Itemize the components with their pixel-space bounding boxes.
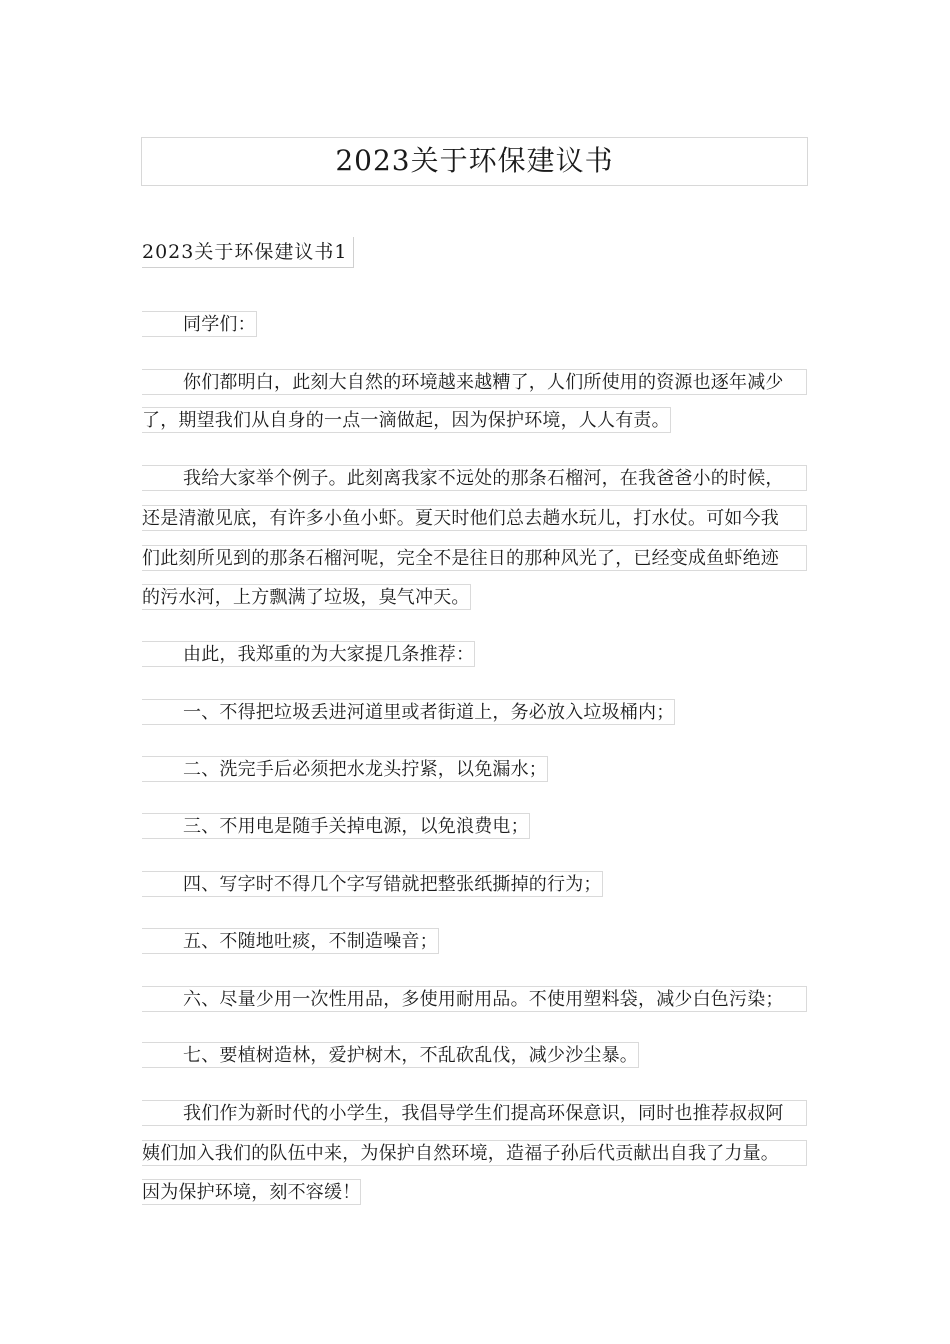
recommendation-item-2: 二、洗完手后必须把水龙头拧紧，以免漏水； (142, 756, 548, 782)
paragraph-2-line-4: 的污水河，上方飘满了垃圾，臭气冲天。 (142, 584, 471, 610)
paragraph-1-line-1: 你们都明白，此刻大自然的环境越来越糟了，人们所使用的资源也逐年减少 (142, 369, 807, 395)
paragraph-1-line-2: 了，期望我们从自身的一点一滴做起，因为保护环境，人人有责。 (142, 407, 671, 433)
section-heading: 2023关于环保建议书1 (142, 237, 354, 268)
closing-line-3: 因为保护环境，刻不容缓！ (142, 1179, 361, 1205)
salutation: 同学们： (142, 311, 257, 337)
recommendation-item-3: 三、不用电是随手关掉电源，以免浪费电； (142, 813, 530, 839)
paragraph-2-line-1: 我给大家举个例子。此刻离我家不远处的那条石榴河，在我爸爸小的时候， (142, 465, 807, 491)
paragraph-2-line-2: 还是清澈见底，有许多小鱼小虾。夏天时他们总去趟水玩儿，打水仗。可如今我 (142, 505, 807, 531)
recommendation-intro: 由此，我郑重的为大家提几条推荐： (142, 641, 475, 667)
closing-line-2: 姨们加入我们的队伍中来，为保护自然环境，造福子孙后代贡献出自我了力量。 (142, 1140, 807, 1166)
closing-line-1: 我们作为新时代的小学生，我倡导学生们提高环保意识，同时也推荐叔叔阿 (142, 1100, 807, 1126)
recommendation-item-1: 一、不得把垃圾丢进河道里或者街道上，务必放入垃圾桶内； (142, 699, 675, 725)
recommendation-item-7: 七、要植树造林，爱护树木，不乱砍乱伐，减少沙尘暴。 (142, 1042, 639, 1068)
recommendation-item-6: 六、尽量少用一次性用品，多使用耐用品。不使用塑料袋，减少白色污染； (142, 986, 807, 1012)
document-title: 2023关于环保建议书 (141, 137, 808, 186)
recommendation-item-4: 四、写字时不得几个字写错就把整张纸撕掉的行为； (142, 871, 603, 897)
paragraph-2-line-3: 们此刻所见到的那条石榴河呢，完全不是往日的那种风光了，已经变成鱼虾绝迹 (142, 545, 807, 571)
recommendation-item-5: 五、不随地吐痰，不制造噪音； (142, 928, 439, 954)
